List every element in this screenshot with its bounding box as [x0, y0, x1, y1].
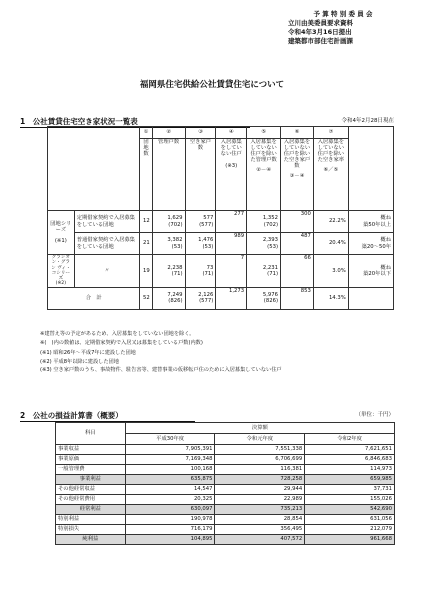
cell-vacant [185, 255, 216, 288]
cell-complexes: 19 [140, 255, 152, 288]
cell-amount: 155,026 [305, 495, 395, 505]
cell-amount: 542,690 [305, 505, 395, 515]
cell-amount: 728,258 [215, 475, 305, 485]
table-row [56, 505, 395, 515]
stamp-line-department: 建築都市部住宅計画課 [288, 37, 353, 45]
vacancy-table [47, 126, 394, 310]
table-row [48, 233, 394, 255]
row-label: その他経常収益 [56, 485, 126, 495]
group-danchi-series [48, 211, 75, 255]
col-head-not-recruiting [216, 139, 247, 211]
cell-amount: 961,668 [305, 535, 395, 545]
cell-paren-value: (53) [267, 243, 279, 250]
cell-amount: 6,706,699 [215, 455, 305, 465]
cell-paren-value: (53) [171, 243, 183, 250]
cell-managed [152, 287, 185, 309]
age-note-line2: 築50年以上 [363, 221, 391, 228]
section2-title: 2 公社の損益計算書（概要） [20, 410, 195, 422]
cell-amount: 28,854 [215, 515, 305, 525]
cell-value: 577 [203, 215, 214, 222]
cell-vacancy-rate: 3.0% [313, 255, 348, 288]
table-row [56, 535, 395, 545]
row-label-ordinary: 普通借家契約で入居募集をしている団地 [74, 233, 140, 255]
col-head-managed: 管理戸数 [152, 139, 185, 211]
age-note-line1: 概ね [380, 215, 391, 222]
cell-paren-value: (702) [168, 221, 183, 228]
cell-value: 2,126 [198, 292, 214, 299]
cell-complexes: 12 [140, 211, 152, 233]
cell-value: 7,249 [167, 292, 183, 299]
row-label-total: 合 計 [48, 287, 140, 309]
document-title: 福岡県住宅供給公社賃貸住宅について [139, 80, 285, 90]
cell-paren-value: (71) [171, 270, 183, 277]
group-danchi-series-name: 団地シリーズ [50, 221, 72, 234]
cell-adj-vacant: 853 [281, 287, 314, 309]
col-head-adj-vacant-formula: ③－④ [289, 173, 305, 180]
section1-notes [40, 330, 282, 375]
stamp-line-requester: 立川由美委員要求資料 [288, 19, 353, 27]
cell-amount: 7,169,348 [125, 455, 215, 465]
row-label: 一般管理費 [56, 465, 126, 475]
note-line: ※( )内の数値は、定期借家契約で入居又は募集をしている戸数(内数) [40, 339, 203, 346]
table-row [48, 211, 394, 233]
col-head-vacancy-rate-formula: ⑥／⑤ [323, 167, 339, 174]
section1-title: 1 公社賃貸住宅空き家状況一覧表 [20, 116, 250, 128]
notes-column-head [348, 127, 393, 211]
col-head-vacant: 空き家戸数 [185, 139, 216, 211]
cell-age-note [348, 255, 393, 288]
cell-amount: 104,895 [125, 535, 215, 545]
col-head-adj-managed [247, 139, 281, 211]
cell-paren-value: (826) [263, 298, 279, 305]
table-row [48, 255, 394, 288]
stamp-line-date: 令和4年3月16日提出 [288, 28, 352, 36]
cell-paren-value: (577) [199, 298, 214, 305]
submission-stamp [288, 10, 398, 46]
colnum-5: ⑤ [247, 127, 281, 139]
colnum-6: ⑥ [281, 127, 314, 139]
table-row [56, 495, 395, 505]
row-label: 事業利益 [56, 475, 126, 485]
colnum-7: ⑦ [313, 127, 348, 139]
cell-value: 1,352 [262, 215, 279, 222]
cell-not-recruiting: 277 [216, 211, 247, 233]
cell-value: 1,629 [167, 215, 183, 222]
cell-amount: 716,179 [125, 525, 215, 535]
colnum-3: ③ [185, 127, 216, 139]
colnum-1: ① [140, 127, 152, 139]
cell-value: 2,393 [262, 237, 279, 244]
cell-value: 2,231 [262, 264, 279, 271]
row-label: 事業収益 [56, 445, 126, 455]
age-note-line1: 概ね [380, 237, 391, 244]
cell-amount: 20,325 [125, 495, 215, 505]
section2-unit: （単位：千円） [355, 412, 394, 418]
age-note-line2: 築20～50年 [361, 243, 391, 250]
cell-amount: 29,944 [215, 485, 305, 495]
cell-value: 5,976 [262, 292, 279, 299]
cell-amount: 356,495 [215, 525, 305, 535]
cell-complexes: 52 [140, 287, 152, 309]
cell-value: 73 [206, 264, 214, 271]
row-label: 経常利益 [56, 505, 126, 515]
row-label: 特別損失 [56, 525, 126, 535]
cell-age-note [348, 233, 393, 255]
cell-adj-managed [247, 287, 281, 309]
cell-vacant [185, 211, 216, 233]
cell-managed [152, 233, 185, 255]
group-classion-series-name: クラシオン・グラン ヴィ・コシリーズ [51, 255, 71, 282]
head-item: 科目 [56, 423, 126, 445]
head-year-r2: 令和2年度 [305, 434, 395, 445]
table-row [56, 465, 395, 475]
row-label-fixed-term: 定期借家契約で入居募集をしている団地 [74, 211, 140, 233]
cell-age-note-empty [348, 287, 393, 309]
head-year-r1: 令和元年度 [215, 434, 305, 445]
cell-amount: 659,985 [305, 475, 395, 485]
group-classion-series-mark: (※2) [55, 281, 67, 287]
cell-amount: 22,989 [215, 495, 305, 505]
row-label: 純利益 [56, 535, 126, 545]
table-row-total [48, 287, 394, 309]
group-danchi-series-mark: (※1) [54, 237, 67, 244]
cell-amount: 6,846,683 [305, 455, 395, 465]
cell-adj-managed [247, 255, 281, 288]
table-row [56, 485, 395, 495]
cell-value: 3,382 [167, 237, 183, 244]
cell-amount: 114,973 [305, 465, 395, 475]
cell-age-note [348, 211, 393, 233]
cell-vacancy-rate: 20.4% [313, 233, 348, 255]
cell-managed [152, 211, 185, 233]
cell-adj-vacant: 66 [281, 255, 314, 288]
cell-not-recruiting: 7 [216, 255, 247, 288]
cell-amount: 116,381 [215, 465, 305, 475]
col-head-adj-vacant [281, 139, 314, 211]
cell-amount: 14,547 [125, 485, 215, 495]
col-head-vacancy-rate-text: 入居募集をしていない住戸を除いた空き家率 [317, 139, 345, 164]
col-head-vacancy-rate [313, 139, 348, 211]
col-head-complexes: 団地数 [140, 139, 152, 211]
cell-amount: 630,097 [125, 505, 215, 515]
cell-paren-value: (53) [202, 243, 214, 250]
cell-amount: 100,168 [125, 465, 215, 475]
col-head-adj-managed-formula: ②－④ [256, 167, 271, 174]
table-row [56, 515, 395, 525]
cell-amount: 735,213 [215, 505, 305, 515]
col-head-not-recruiting-text: 入居募集をしていない住戸 [220, 139, 242, 158]
cell-paren-value: (71) [202, 270, 214, 277]
colnum-4: ④ [216, 127, 247, 139]
income-statement-table [55, 422, 395, 545]
cell-amount: 635,875 [125, 475, 215, 485]
cell-vacancy-rate: 22.2% [313, 211, 348, 233]
cell-managed [152, 255, 185, 288]
cell-amount: 631,056 [305, 515, 395, 525]
section1-date-note: 令和4年2月28日現在 [341, 118, 394, 124]
age-note-line2: 築20年以下 [363, 270, 391, 277]
row-label: その他経常費用 [56, 495, 126, 505]
cell-paren-value: (826) [168, 298, 183, 305]
col-head-adj-vacant-text: 入居募集をしていない住戸を除いた空き家戸数 [283, 139, 311, 170]
note-line: ※建替え等の予定があるため、入居募集をしていない団地を除く。 [40, 331, 195, 337]
corner-cell [48, 127, 140, 211]
cell-adj-managed [247, 233, 281, 255]
cell-amount: 7,621,651 [305, 445, 395, 455]
cell-complexes: 21 [140, 233, 152, 255]
col-head-not-recruiting-mark: (※3) [225, 163, 238, 170]
cell-not-recruiting: 989 [216, 233, 247, 255]
table-row [56, 445, 395, 455]
head-year-h30: 平成30年度 [125, 434, 215, 445]
cell-amount: 212,079 [305, 525, 395, 535]
cell-paren-value: (702) [263, 221, 279, 228]
cell-amount: 37,731 [305, 485, 395, 495]
cell-amount: 7,905,391 [125, 445, 215, 455]
cell-not-recruiting: 1,273 [216, 287, 247, 309]
note-line: (※3) 空き家戸数のうち、事故物件、駐告害等、建替事業の仮移転戸住のために入居募集していない住戸 [40, 367, 282, 373]
age-note-line1: 概ね [380, 264, 391, 271]
table-row [56, 475, 395, 485]
cell-vacant [185, 287, 216, 309]
cell-amount: 7,551,338 [215, 445, 305, 455]
stamp-line-committee: 予 算 特 別 委 員 会 [313, 10, 373, 18]
row-label-ditto: 〃 [74, 255, 140, 288]
cell-paren-value: (71) [267, 270, 279, 277]
row-label: 特別利益 [56, 515, 126, 525]
cell-vacancy-rate: 14.3% [313, 287, 348, 309]
cell-amount: 190,978 [125, 515, 215, 525]
table-row [56, 455, 395, 465]
cell-adj-vacant: 487 [281, 233, 314, 255]
cell-adj-managed [247, 211, 281, 233]
cell-paren-value: (577) [199, 221, 214, 228]
colnum-2: ② [152, 127, 185, 139]
col-head-adj-managed-text: 入居募集をしていない住戸を除いた管理戸数 [250, 139, 277, 164]
cell-amount: 407,572 [215, 535, 305, 545]
note-line: (※2) 平成8年以降に建設した団地 [40, 358, 119, 365]
cell-value: 1,476 [198, 237, 214, 244]
cell-adj-vacant: 300 [281, 211, 314, 233]
table-row [56, 525, 395, 535]
row-label: 事業原価 [56, 455, 126, 465]
group-classion-series [48, 255, 75, 288]
cell-value: 2,238 [167, 264, 183, 271]
note-line: (※1) 昭和26年～平成7年に建設した団地 [40, 350, 136, 356]
cell-vacant [185, 233, 216, 255]
head-settlement: 決算額 [125, 423, 394, 434]
